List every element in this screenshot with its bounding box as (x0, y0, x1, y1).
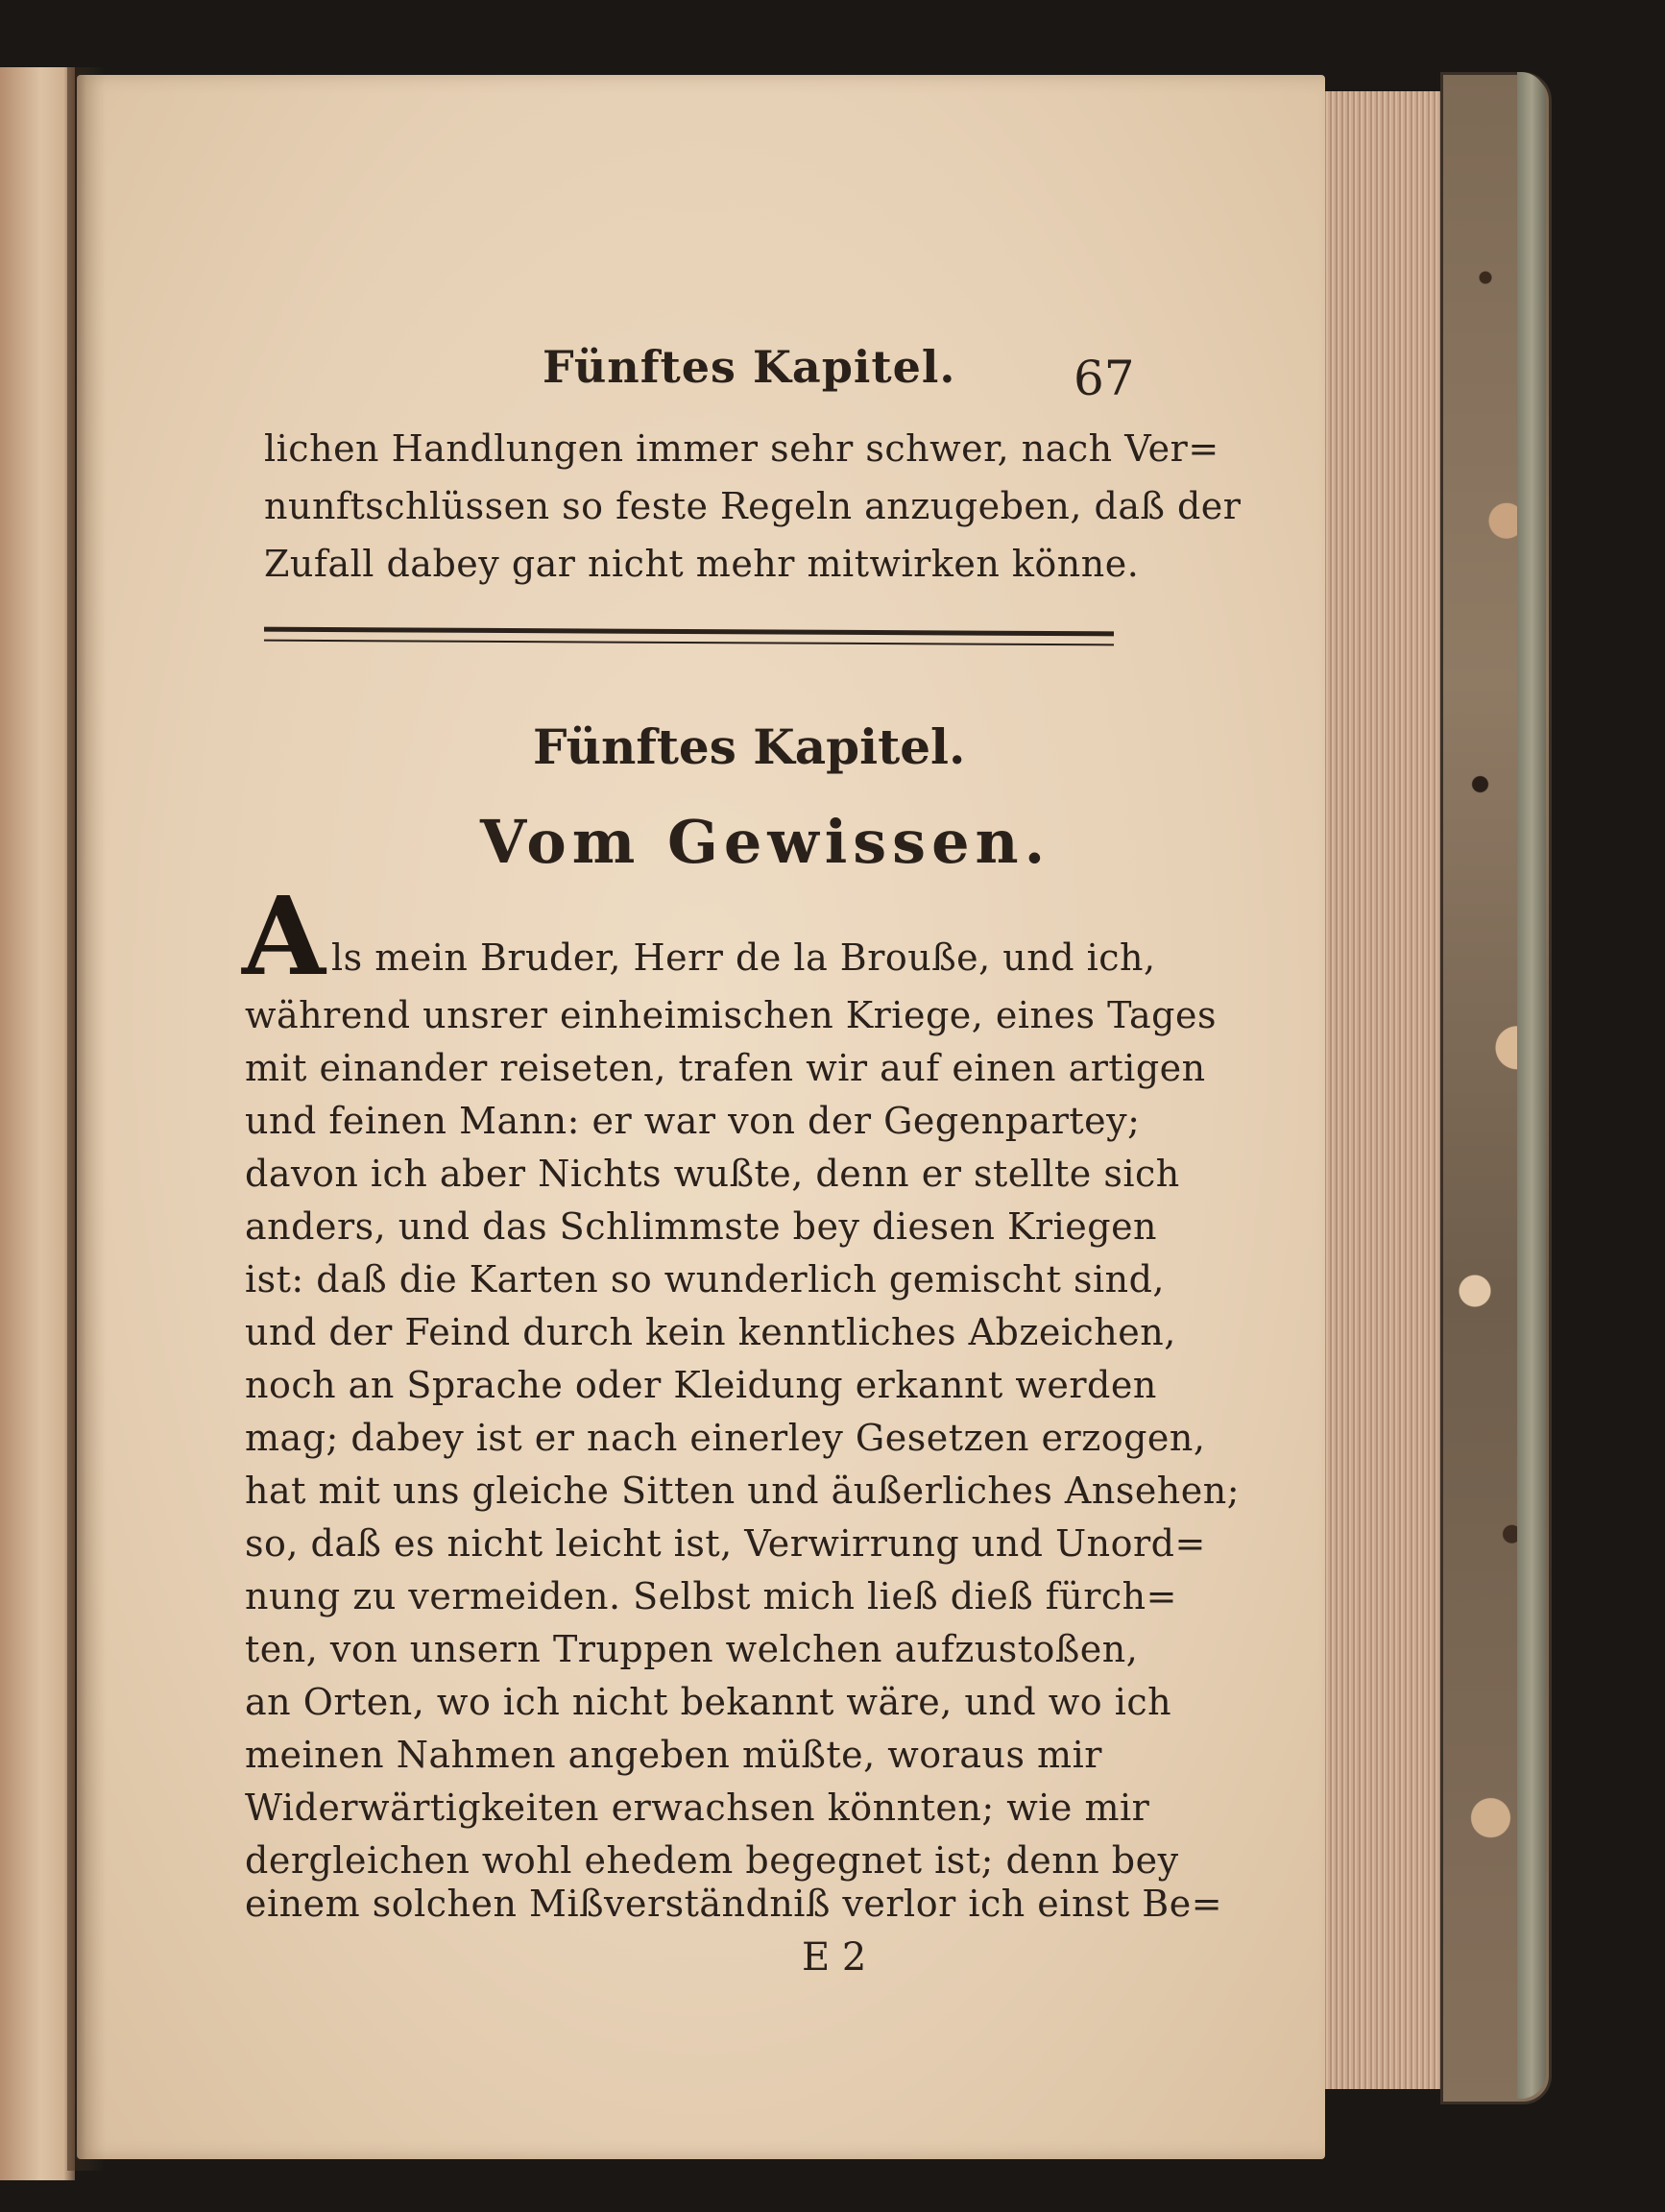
body-line: an Orten, wo ich nicht bekannt wäre, und wo ich (245, 1681, 1172, 1723)
facing-page-edge (0, 67, 75, 2180)
signature-mark: E 2 (802, 1935, 867, 1980)
body-line: hat mit uns gleiche Sitten und äußerliches Ansehen; (245, 1470, 1241, 1512)
body-line: während unsrer einheimischen Kriege, eines Tages (245, 994, 1217, 1036)
body-line: ten, von unsern Truppen welchen aufzustoßen, (245, 1628, 1139, 1670)
body-line: mit einander reiseten, trafen wir auf einen artigen (245, 1047, 1206, 1089)
body-line: und der Feind durch kein kenntliches Abzeichen, (245, 1311, 1176, 1353)
chapter-heading: Fünftes Kapitel. (533, 718, 966, 775)
drop-cap-initial: A (242, 874, 326, 1000)
gutter-shadow (67, 67, 106, 2171)
page-number: 67 (1074, 351, 1135, 406)
body-line: dergleichen wohl ehedem begegnet ist; denn bey (245, 1839, 1179, 1882)
body-line: anders, und das Schlimmste bey diesen Kriegen (245, 1205, 1158, 1248)
carryover-line: nunftschlüssen so feste Regeln anzugeben, daß der (264, 485, 1242, 527)
body-line: ls mein Bruder, Herr de la Broußе, und ich, (331, 936, 1156, 979)
carryover-line: Zufall dabey gar nicht mehr mitwirken könne. (264, 543, 1140, 585)
chapter-title: Vom Gewissen. (480, 807, 1051, 877)
body-line: meinen Nahmen angeben müßte, woraus mir (245, 1734, 1102, 1776)
body-line: Widerwärtigkeiten erwachsen könnten; wie mir (245, 1787, 1150, 1829)
body-line: noch an Sprache oder Kleidung erkannt werden (245, 1364, 1157, 1406)
body-line: mag; dabey ist er nach einerley Gesetzen erzogen, (245, 1417, 1206, 1459)
body-line: davon ich aber Nichts wußte, denn er stellte sich (245, 1153, 1180, 1195)
running-head: Fünftes Kapitel. (543, 341, 956, 393)
page-block-edges (1311, 91, 1455, 2089)
body-line: so, daß es nicht leicht ist, Verwirrung und Unord= (245, 1522, 1206, 1565)
body-line: ist: daß die Karten so wunderlich gemischt sind, (245, 1258, 1166, 1300)
body-line: nung zu vermeiden. Selbst mich ließ dieß fürch= (245, 1575, 1177, 1617)
cover-cloth-edge (1517, 72, 1546, 2099)
body-line: und feinen Mann: er war von der Gegenpartey; (245, 1100, 1141, 1142)
carryover-line: lichen Handlungen immer sehr schwer, nach Ver= (264, 427, 1219, 470)
body-line: einem solchen Mißverständniß verlor ich einst Be= (245, 1883, 1223, 1925)
